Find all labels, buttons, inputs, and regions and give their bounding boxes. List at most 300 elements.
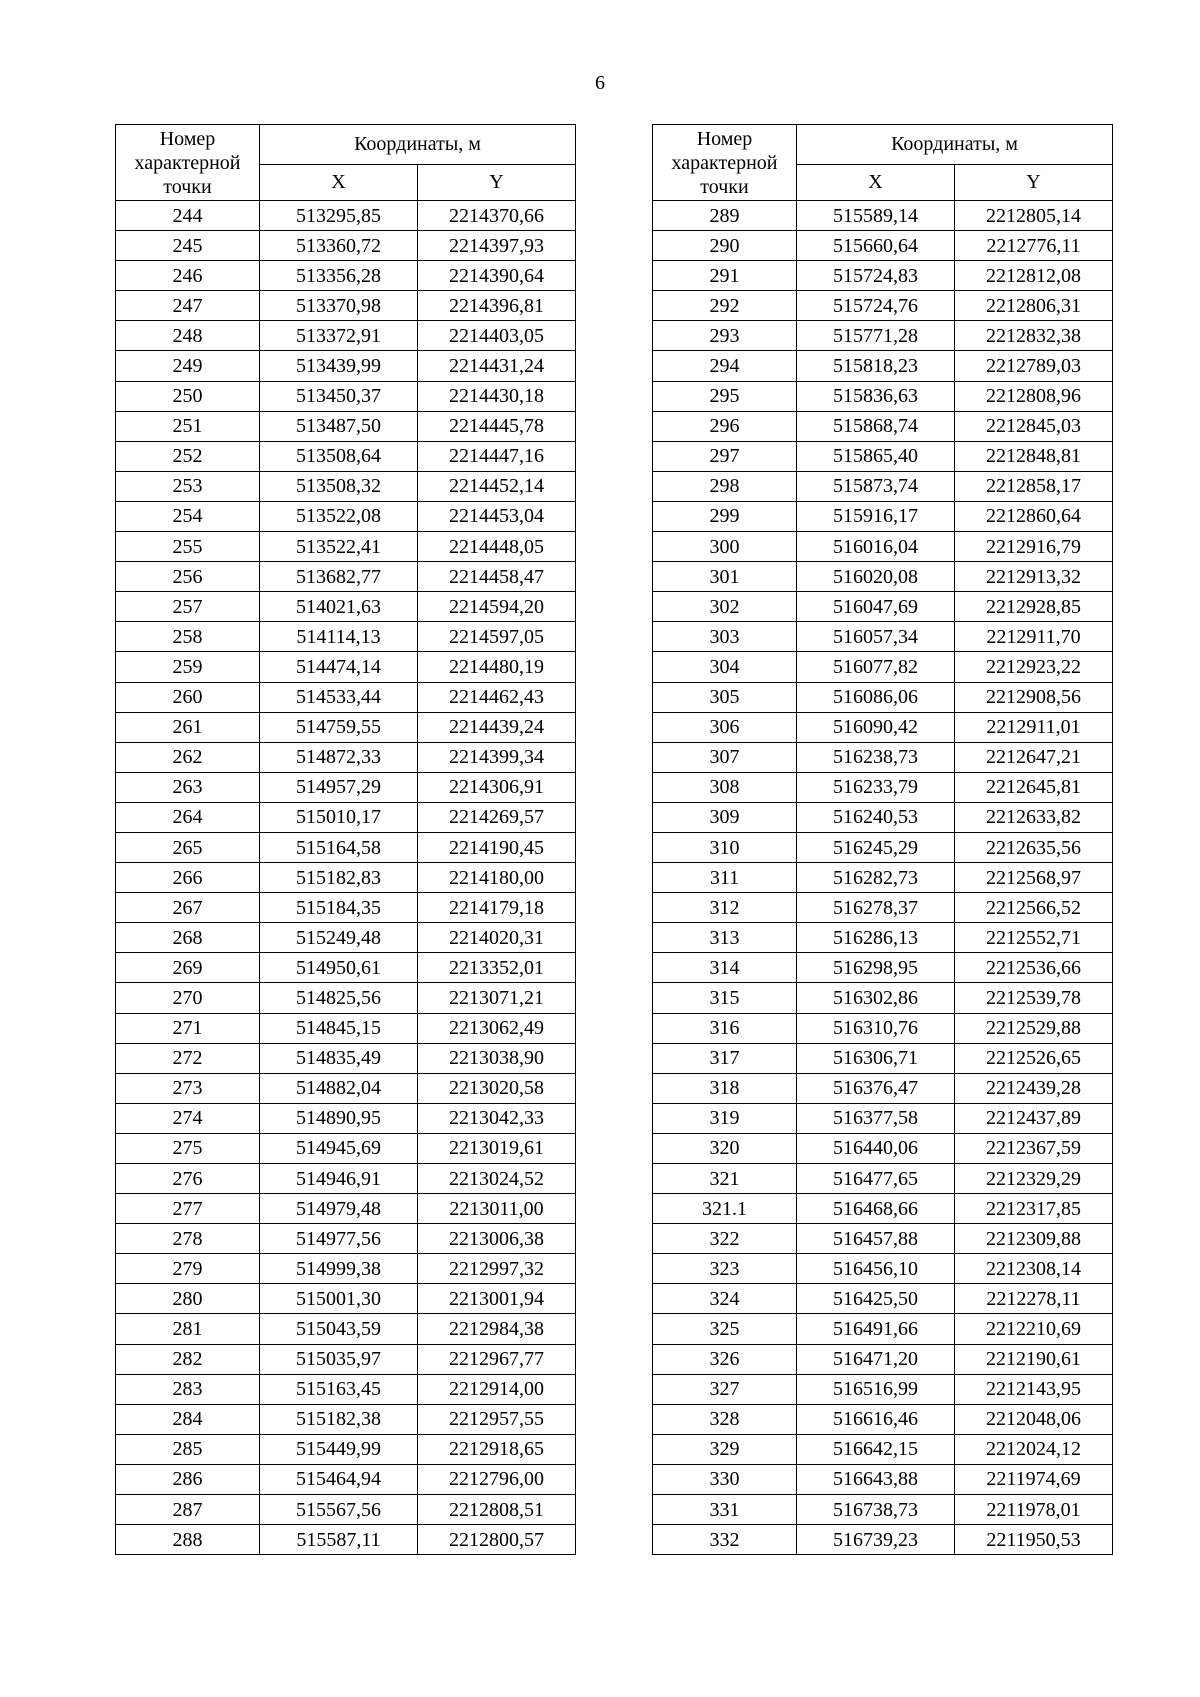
y-coordinate-cell: 2212309,88 (955, 1224, 1113, 1254)
y-coordinate-cell: 2214179,18 (418, 893, 576, 923)
y-coordinate-cell: 2214397,93 (418, 231, 576, 261)
point-number-cell: 331 (653, 1495, 797, 1525)
table-row (653, 1073, 1113, 1103)
x-coordinate-cell: 516491,66 (797, 1314, 955, 1344)
y-coordinate-cell: 2213011,00 (418, 1194, 576, 1224)
point-number-cell: 250 (116, 381, 260, 411)
x-coordinate-cell: 513487,50 (260, 411, 418, 441)
y-coordinate-cell: 2214399,34 (418, 742, 576, 772)
table-row (653, 1224, 1113, 1254)
table-row (116, 471, 576, 501)
x-coordinate-cell: 515771,28 (797, 321, 955, 351)
point-number-cell: 266 (116, 863, 260, 893)
point-number-cell: 293 (653, 321, 797, 351)
y-coordinate-cell: 2212645,81 (955, 772, 1113, 802)
table-row (116, 1284, 576, 1314)
y-coordinate-cell: 2212858,17 (955, 471, 1113, 501)
x-coordinate-cell: 514890,95 (260, 1103, 418, 1133)
table-row (116, 1194, 576, 1224)
table-row (116, 1103, 576, 1133)
point-number-cell: 278 (116, 1224, 260, 1254)
x-coordinate-cell: 516020,08 (797, 562, 955, 592)
x-coordinate-cell: 514872,33 (260, 742, 418, 772)
table-row (116, 562, 576, 592)
y-coordinate-cell: 2212190,61 (955, 1344, 1113, 1374)
point-number-cell: 322 (653, 1224, 797, 1254)
y-coordinate-cell: 2212911,70 (955, 622, 1113, 652)
point-number-cell: 276 (116, 1164, 260, 1194)
x-coordinate-cell: 513450,37 (260, 381, 418, 411)
point-number-cell: 310 (653, 832, 797, 862)
point-number-cell: 289 (653, 201, 797, 231)
point-number-cell: 312 (653, 893, 797, 923)
table-row (116, 983, 576, 1013)
y-coordinate-cell: 2214480,19 (418, 652, 576, 682)
y-coordinate-cell: 2214190,45 (418, 832, 576, 862)
point-number-cell: 262 (116, 742, 260, 772)
table-row (653, 1103, 1113, 1133)
point-number-cell: 280 (116, 1284, 260, 1314)
point-number-cell: 297 (653, 441, 797, 471)
point-number-cell: 299 (653, 501, 797, 531)
point-number-cell: 317 (653, 1043, 797, 1073)
x-coordinate-cell: 515587,11 (260, 1525, 418, 1555)
point-number-cell: 305 (653, 682, 797, 712)
x-coordinate-cell: 516286,13 (797, 923, 955, 953)
table-row (653, 772, 1113, 802)
point-number-cell: 287 (116, 1495, 260, 1525)
point-number-cell: 321.1 (653, 1194, 797, 1224)
table-row (116, 772, 576, 802)
y-coordinate-cell: 2212914,00 (418, 1374, 576, 1404)
coordinates-table-left (115, 124, 576, 1555)
x-coordinate-cell: 515589,14 (797, 201, 955, 231)
table-row (653, 261, 1113, 291)
y-coordinate-cell: 2212860,64 (955, 501, 1113, 531)
table-row (653, 983, 1113, 1013)
x-coordinate-cell: 514946,91 (260, 1164, 418, 1194)
table-row (653, 1495, 1113, 1525)
table-row (653, 471, 1113, 501)
x-coordinate-cell: 516376,47 (797, 1073, 955, 1103)
table-row (116, 1434, 576, 1464)
y-coordinate-cell: 2214453,04 (418, 501, 576, 531)
point-number-cell: 272 (116, 1043, 260, 1073)
y-coordinate-cell: 2212647,21 (955, 742, 1113, 772)
point-number-cell: 291 (653, 261, 797, 291)
point-number-cell: 316 (653, 1013, 797, 1043)
table-row (653, 832, 1113, 862)
table-row (653, 201, 1113, 231)
point-number-cell: 248 (116, 321, 260, 351)
page-number: 6 (595, 72, 605, 94)
point-number-cell: 301 (653, 562, 797, 592)
x-coordinate-cell: 515660,64 (797, 231, 955, 261)
table-row (653, 351, 1113, 381)
table-row (653, 802, 1113, 832)
point-number-cell: 247 (116, 291, 260, 321)
table-row (116, 1013, 576, 1043)
y-coordinate-cell: 2213001,94 (418, 1284, 576, 1314)
x-coordinate-cell: 513439,99 (260, 351, 418, 381)
y-coordinate-cell: 2213352,01 (418, 953, 576, 983)
point-number-cell: 329 (653, 1434, 797, 1464)
point-number-cell: 330 (653, 1464, 797, 1494)
point-number-cell: 292 (653, 291, 797, 321)
y-coordinate-cell: 2212437,89 (955, 1103, 1113, 1133)
x-coordinate-cell: 516016,04 (797, 532, 955, 562)
point-number-cell: 258 (116, 622, 260, 652)
y-coordinate-cell: 2214390,64 (418, 261, 576, 291)
table-row (653, 291, 1113, 321)
y-coordinate-cell: 2214458,47 (418, 562, 576, 592)
table-row (116, 351, 576, 381)
y-coordinate-cell: 2213020,58 (418, 1073, 576, 1103)
x-coordinate-cell: 515164,58 (260, 832, 418, 862)
table-row (116, 231, 576, 261)
table-row (653, 953, 1113, 983)
point-number-cell: 315 (653, 983, 797, 1013)
x-coordinate-cell: 515249,48 (260, 923, 418, 953)
table-row (116, 532, 576, 562)
table-row (653, 863, 1113, 893)
table-row (116, 923, 576, 953)
x-coordinate-cell: 516077,82 (797, 652, 955, 682)
x-coordinate-cell: 516457,88 (797, 1224, 955, 1254)
x-coordinate-cell: 516298,95 (797, 953, 955, 983)
point-number-cell: 325 (653, 1314, 797, 1344)
x-coordinate-cell: 516425,50 (797, 1284, 955, 1314)
table-row (116, 1495, 576, 1525)
x-coordinate-cell: 516516,99 (797, 1374, 955, 1404)
x-coordinate-cell: 514950,61 (260, 953, 418, 983)
table-row (653, 923, 1113, 953)
y-coordinate-cell: 2212143,95 (955, 1374, 1113, 1404)
table-row (116, 501, 576, 531)
y-coordinate-cell: 2214269,57 (418, 802, 576, 832)
x-coordinate-cell: 515184,35 (260, 893, 418, 923)
x-coordinate-cell: 514999,38 (260, 1254, 418, 1284)
x-coordinate-cell: 514882,04 (260, 1073, 418, 1103)
x-coordinate-cell: 515043,59 (260, 1314, 418, 1344)
point-number-cell: 294 (653, 351, 797, 381)
x-coordinate-cell: 516057,34 (797, 622, 955, 652)
point-number-cell: 270 (116, 983, 260, 1013)
point-number-cell: 332 (653, 1525, 797, 1555)
y-coordinate-cell: 2212568,97 (955, 863, 1113, 893)
point-number-cell: 285 (116, 1434, 260, 1464)
table-row (116, 321, 576, 351)
table-row (116, 1464, 576, 1494)
x-coordinate-cell: 516738,73 (797, 1495, 955, 1525)
table-row (653, 1164, 1113, 1194)
table-row (653, 562, 1113, 592)
point-number-cell: 255 (116, 532, 260, 562)
table-row (653, 411, 1113, 441)
table-row (116, 441, 576, 471)
table-row (116, 381, 576, 411)
table-row (653, 381, 1113, 411)
point-number-cell: 260 (116, 682, 260, 712)
x-coordinate-cell: 514977,56 (260, 1224, 418, 1254)
table-row (653, 592, 1113, 622)
table-row (116, 1073, 576, 1103)
point-number-cell: 244 (116, 201, 260, 231)
point-number-cell: 271 (116, 1013, 260, 1043)
point-number-cell: 319 (653, 1103, 797, 1133)
point-number-cell: 254 (116, 501, 260, 531)
point-number-cell: 279 (116, 1254, 260, 1284)
point-number-cell: 298 (653, 471, 797, 501)
x-header: X (797, 165, 955, 201)
table-row (116, 622, 576, 652)
table-row (116, 802, 576, 832)
point-number-cell: 256 (116, 562, 260, 592)
table-row (116, 742, 576, 772)
x-coordinate-cell: 515182,38 (260, 1404, 418, 1434)
table-row (116, 1254, 576, 1284)
x-coordinate-cell: 516642,15 (797, 1434, 955, 1464)
x-coordinate-cell: 515818,23 (797, 351, 955, 381)
table-row (653, 742, 1113, 772)
point-number-cell: 275 (116, 1133, 260, 1163)
table-row (653, 1043, 1113, 1073)
y-coordinate-cell: 2212210,69 (955, 1314, 1113, 1344)
x-coordinate-cell: 515865,40 (797, 441, 955, 471)
point-number-cell: 328 (653, 1404, 797, 1434)
y-coordinate-cell: 2212796,00 (418, 1464, 576, 1494)
point-number-cell: 251 (116, 411, 260, 441)
point-number-cell: 281 (116, 1314, 260, 1344)
point-number-header: Номер характерной точки (116, 125, 260, 201)
table-row (116, 1164, 576, 1194)
point-number-cell: 311 (653, 863, 797, 893)
y-coordinate-cell: 2212789,03 (955, 351, 1113, 381)
point-number-cell: 268 (116, 923, 260, 953)
y-header: Y (418, 165, 576, 201)
y-coordinate-cell: 2213038,90 (418, 1043, 576, 1073)
table-row (116, 261, 576, 291)
point-number-cell: 323 (653, 1254, 797, 1284)
y-coordinate-cell: 2214462,43 (418, 682, 576, 712)
y-coordinate-cell: 2212967,77 (418, 1344, 576, 1374)
x-coordinate-cell: 514474,14 (260, 652, 418, 682)
point-number-cell: 265 (116, 832, 260, 862)
table-row (116, 1404, 576, 1434)
y-coordinate-cell: 2212552,71 (955, 923, 1113, 953)
x-coordinate-cell: 516471,20 (797, 1344, 955, 1374)
y-coordinate-cell: 2212024,12 (955, 1434, 1113, 1464)
table-row (653, 712, 1113, 742)
table-row (653, 1525, 1113, 1555)
x-coordinate-cell: 515035,97 (260, 1344, 418, 1374)
point-number-cell: 314 (653, 953, 797, 983)
x-coordinate-cell: 514979,48 (260, 1194, 418, 1224)
table-row (653, 1013, 1113, 1043)
table-row (653, 652, 1113, 682)
x-coordinate-cell: 516306,71 (797, 1043, 955, 1073)
table-row (653, 1314, 1113, 1344)
x-coordinate-cell: 515836,63 (797, 381, 955, 411)
y-coordinate-cell: 2212439,28 (955, 1073, 1113, 1103)
y-coordinate-cell: 2212536,66 (955, 953, 1113, 983)
x-coordinate-cell: 515916,17 (797, 501, 955, 531)
y-coordinate-cell: 2213042,33 (418, 1103, 576, 1133)
point-number-cell: 327 (653, 1374, 797, 1404)
y-coordinate-cell: 2212317,85 (955, 1194, 1113, 1224)
point-number-cell: 309 (653, 802, 797, 832)
table-row (653, 501, 1113, 531)
y-coordinate-cell: 2214180,00 (418, 863, 576, 893)
point-number-cell: 245 (116, 231, 260, 261)
x-coordinate-cell: 516240,53 (797, 802, 955, 832)
x-coordinate-cell: 515868,74 (797, 411, 955, 441)
point-number-cell: 261 (116, 712, 260, 742)
x-coordinate-cell: 515873,74 (797, 471, 955, 501)
point-number-cell: 308 (653, 772, 797, 802)
table-row (653, 321, 1113, 351)
y-coordinate-cell: 2212800,57 (418, 1525, 576, 1555)
y-coordinate-cell: 2211950,53 (955, 1525, 1113, 1555)
table-row (653, 1254, 1113, 1284)
y-coordinate-cell: 2214448,05 (418, 532, 576, 562)
y-coordinate-cell: 2214452,14 (418, 471, 576, 501)
y-coordinate-cell: 2212911,01 (955, 712, 1113, 742)
table-row (116, 1344, 576, 1374)
x-coordinate-cell: 514021,63 (260, 592, 418, 622)
y-coordinate-cell: 2212957,55 (418, 1404, 576, 1434)
y-coordinate-cell: 2211978,01 (955, 1495, 1113, 1525)
x-coordinate-cell: 515010,17 (260, 802, 418, 832)
x-coordinate-cell: 513522,41 (260, 532, 418, 562)
point-number-cell: 296 (653, 411, 797, 441)
y-coordinate-cell: 2212367,59 (955, 1133, 1113, 1163)
table-row (116, 682, 576, 712)
point-number-header: Номер характерной точки (653, 125, 797, 201)
point-number-cell: 246 (116, 261, 260, 291)
x-coordinate-cell: 516090,42 (797, 712, 955, 742)
x-coordinate-cell: 515449,99 (260, 1434, 418, 1464)
x-coordinate-cell: 513508,32 (260, 471, 418, 501)
point-number-cell: 321 (653, 1164, 797, 1194)
x-coordinate-cell: 514945,69 (260, 1133, 418, 1163)
table-row (653, 1284, 1113, 1314)
y-coordinate-cell: 2214431,24 (418, 351, 576, 381)
y-coordinate-cell: 2212776,11 (955, 231, 1113, 261)
y-coordinate-cell: 2212539,78 (955, 983, 1113, 1013)
point-number-cell: 257 (116, 592, 260, 622)
y-coordinate-cell: 2214370,66 (418, 201, 576, 231)
y-coordinate-cell: 2212526,65 (955, 1043, 1113, 1073)
x-coordinate-cell: 515724,83 (797, 261, 955, 291)
table-row (653, 622, 1113, 652)
y-coordinate-cell: 2214594,20 (418, 592, 576, 622)
y-coordinate-cell: 2213062,49 (418, 1013, 576, 1043)
x-coordinate-cell: 516468,66 (797, 1194, 955, 1224)
point-number-cell: 263 (116, 772, 260, 802)
point-number-cell: 313 (653, 923, 797, 953)
y-coordinate-cell: 2214396,81 (418, 291, 576, 321)
x-coordinate-cell: 516477,65 (797, 1164, 955, 1194)
x-coordinate-cell: 516739,23 (797, 1525, 955, 1555)
coordinates-header: Координаты, м (797, 125, 1113, 165)
x-coordinate-cell: 513360,72 (260, 231, 418, 261)
table-row (116, 1374, 576, 1404)
x-coordinate-cell: 515001,30 (260, 1284, 418, 1314)
x-coordinate-cell: 515182,83 (260, 863, 418, 893)
y-coordinate-cell: 2212635,56 (955, 832, 1113, 862)
table-row (653, 231, 1113, 261)
table-row (653, 532, 1113, 562)
x-coordinate-cell: 513508,64 (260, 441, 418, 471)
y-coordinate-cell: 2212805,14 (955, 201, 1113, 231)
y-coordinate-cell: 2212997,32 (418, 1254, 576, 1284)
y-coordinate-cell: 2213006,38 (418, 1224, 576, 1254)
y-coordinate-cell: 2212923,22 (955, 652, 1113, 682)
y-coordinate-cell: 2212908,56 (955, 682, 1113, 712)
y-coordinate-cell: 2214306,91 (418, 772, 576, 802)
point-number-cell: 320 (653, 1133, 797, 1163)
x-coordinate-cell: 513372,91 (260, 321, 418, 351)
point-number-cell: 302 (653, 592, 797, 622)
y-coordinate-cell: 2212812,08 (955, 261, 1113, 291)
x-coordinate-cell: 516377,58 (797, 1103, 955, 1133)
y-coordinate-cell: 2212808,96 (955, 381, 1113, 411)
table-row (116, 201, 576, 231)
y-coordinate-cell: 2212329,29 (955, 1164, 1113, 1194)
x-coordinate-cell: 516616,46 (797, 1404, 955, 1434)
point-number-cell: 326 (653, 1344, 797, 1374)
point-number-cell: 259 (116, 652, 260, 682)
point-number-cell: 273 (116, 1073, 260, 1103)
y-coordinate-cell: 2212529,88 (955, 1013, 1113, 1043)
y-coordinate-cell: 2212832,38 (955, 321, 1113, 351)
point-number-cell: 264 (116, 802, 260, 832)
x-coordinate-cell: 516086,06 (797, 682, 955, 712)
point-number-cell: 252 (116, 441, 260, 471)
x-coordinate-cell: 516282,73 (797, 863, 955, 893)
y-coordinate-cell: 2212633,82 (955, 802, 1113, 832)
x-coordinate-cell: 513356,28 (260, 261, 418, 291)
point-number-cell: 318 (653, 1073, 797, 1103)
coordinates-header: Координаты, м (260, 125, 576, 165)
y-coordinate-cell: 2214447,16 (418, 441, 576, 471)
x-coordinate-cell: 514835,49 (260, 1043, 418, 1073)
x-coordinate-cell: 515163,45 (260, 1374, 418, 1404)
x-coordinate-cell: 516233,79 (797, 772, 955, 802)
x-coordinate-cell: 516456,10 (797, 1254, 955, 1284)
x-coordinate-cell: 515464,94 (260, 1464, 418, 1494)
table-row (116, 1314, 576, 1344)
x-coordinate-cell: 516278,37 (797, 893, 955, 923)
point-number-cell: 286 (116, 1464, 260, 1494)
point-number-cell: 267 (116, 893, 260, 923)
x-coordinate-cell: 514825,56 (260, 983, 418, 1013)
table-row (653, 1464, 1113, 1494)
x-coordinate-cell: 513522,08 (260, 501, 418, 531)
table-row (116, 712, 576, 742)
coordinates-table-right (652, 124, 1113, 1555)
y-coordinate-cell: 2212913,32 (955, 562, 1113, 592)
y-coordinate-cell: 2212048,06 (955, 1404, 1113, 1434)
x-coordinate-cell: 516440,06 (797, 1133, 955, 1163)
y-coordinate-cell: 2214430,18 (418, 381, 576, 411)
x-coordinate-cell: 516302,86 (797, 983, 955, 1013)
table-row (116, 652, 576, 682)
point-number-cell: 307 (653, 742, 797, 772)
y-coordinate-cell: 2213024,52 (418, 1164, 576, 1194)
table-row (116, 411, 576, 441)
